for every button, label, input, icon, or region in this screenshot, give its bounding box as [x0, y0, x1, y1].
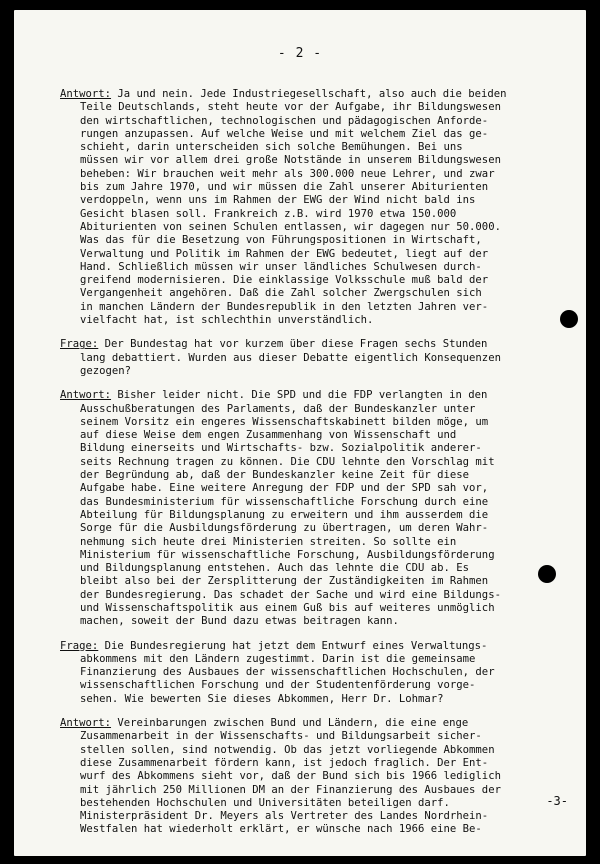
line-text: der Begründung ab, daß der Bundeskanzler keine Zeit für diese	[80, 469, 470, 482]
text-line	[60, 287, 570, 300]
line-text: wissenschaftlichen Forschung und der Studentenförderung vorge-	[80, 679, 476, 692]
qa-paragraph	[60, 338, 570, 378]
line-text: bleibt also bei der Zersplitterung der Zuständigkeiten im Rahmen	[80, 575, 489, 588]
text-line	[60, 469, 570, 482]
text-line	[60, 248, 570, 261]
text-line	[60, 168, 570, 181]
text-line	[60, 88, 570, 101]
text-line	[60, 640, 570, 653]
speaker-label: Antwort:	[60, 389, 112, 402]
text-line	[60, 717, 570, 730]
text-line	[60, 496, 570, 509]
line-text: Sorge für die Ausbildungsförderung zu übertragen, um deren Wahr-	[80, 522, 489, 535]
text-line	[60, 536, 570, 549]
text-line	[60, 589, 570, 602]
text-line	[60, 784, 570, 797]
text-line	[60, 181, 570, 194]
line-text: lang debattiert. Wurden aus dieser Debatte eigentlich Konsequenzen	[80, 351, 501, 364]
line-text: und Wissenschaftspolitik aus einem Guß bis auf weiteres unmöglich	[80, 601, 495, 614]
line-text: gezogen?	[80, 364, 132, 377]
line-text: das Bundesministerium für wissenschaftliche Forschung durch eine	[80, 495, 489, 508]
text-line	[60, 666, 570, 679]
text-line	[60, 575, 570, 588]
text-line	[60, 261, 570, 274]
qa-paragraph	[60, 88, 570, 327]
text-line	[60, 744, 570, 757]
line-text: seits Rechnung tragen zu können. Die CDU lehnte den Vorschlag mit	[80, 455, 495, 468]
text-line	[60, 101, 570, 114]
line-text: müssen wir vor allem drei große Notstände in unserem Bildungswesen	[80, 154, 501, 167]
text-line	[60, 549, 570, 562]
line-text: Ministerium für wissenschaftliche Forschung, Ausbildungsförderung	[80, 548, 495, 561]
line-text: und Bildungsplanung entstehen. Auch das lehnte die CDU ab. Es	[80, 562, 470, 575]
text-line	[60, 314, 570, 327]
text-line	[60, 301, 570, 314]
line-text: Was das für die Besetzung von Führungspositionen in Wirtschaft,	[80, 234, 482, 247]
line-text: sehen. Wie bewerten Sie dieses Abkommen, Herr Dr. Lohmar?	[80, 692, 444, 705]
text-line	[60, 810, 570, 823]
text-line	[60, 154, 570, 167]
line-text: schieht, darin unterscheiden sich solche Bemühungen. Bei uns	[80, 141, 463, 154]
text-line	[60, 757, 570, 770]
line-text: seinem Vorsitz ein engeres Wissenschaftskabinett bilden möge, um	[80, 415, 489, 428]
text-line	[60, 274, 570, 287]
text-line	[60, 128, 570, 141]
text-line	[60, 208, 570, 221]
text-line	[60, 456, 570, 469]
text-line	[60, 522, 570, 535]
line-text: Vergangenheit angehören. Daß die Zahl solcher Zwergschulen sich	[80, 287, 482, 300]
line-text: Vereinbarungen zwischen Bund und Ländern, die eine enge	[117, 717, 469, 730]
line-text: Die Bundesregierung hat jetzt dem Entwurf eines Verwaltungs-	[104, 639, 488, 652]
line-text: greifend modernisieren. Die einklassige Volksschule muß bald der	[80, 274, 489, 287]
line-text: Ja und nein. Jede Industriegesellschaft, also auch die beiden	[117, 88, 507, 100]
text-line	[60, 221, 570, 234]
text-line	[60, 509, 570, 522]
text-line	[60, 797, 570, 810]
line-text: Bisher leider nicht. Die SPD und die FDP verlangten in den	[117, 389, 488, 402]
line-text: Teile Deutschlands, steht heute vor der Aufgabe, ihr Bildungswesen	[80, 101, 501, 114]
line-text: machen, soweit der Bund dazu etwas beitragen kann.	[80, 615, 399, 628]
line-text: Zusammenarbeit in der Wissenschafts- und Bildungsarbeit sicher-	[80, 730, 482, 743]
line-text: Aufgabe habe. Eine weitere Anregung der FDP und der SPD sah vor,	[80, 482, 489, 495]
text-line	[60, 352, 570, 365]
text-line	[60, 562, 570, 575]
line-text: der Bundesregierung. Das schadet der Sache und wird eine Bildungs-	[80, 588, 501, 601]
line-text: Der Bundestag hat vor kurzem über diese Fragen sechs Stunden	[104, 338, 488, 351]
line-text: Westfalen hat wiederholt erklärt, er wünsche nach 1966 eine Be-	[80, 823, 482, 836]
line-text: in manchen Ländern der Bundesrepublik in den letzten Jahren ver-	[80, 300, 489, 313]
line-text: Finanzierung des Ausbaues der wissenschaftlichen Hochschulen, der	[80, 666, 495, 679]
line-text: Verwaltung und Politik im Rahmen der EWG bedeutet, liegt auf der	[80, 247, 489, 260]
punch-hole-icon	[560, 310, 578, 328]
text-line	[60, 141, 570, 154]
line-text: diese Zusammenarbeit fördern kann, ist jedoch fraglich. Der Ent-	[80, 756, 489, 769]
line-text: Gesicht blasen soll. Frankreich z.B. wird 1970 etwa 150.000	[80, 207, 457, 220]
text-line	[60, 403, 570, 416]
line-text: bestehenden Hochschulen und Universitäten beteiligen darf.	[80, 796, 450, 809]
line-text: auf diese Weise dem engen Zusammenhang von Wissenschaft und	[80, 429, 457, 442]
speaker-label: Frage:	[60, 639, 99, 652]
text-line	[60, 482, 570, 495]
qa-paragraph	[60, 717, 570, 837]
text-line	[60, 823, 570, 836]
text-line	[60, 115, 570, 128]
line-text: den wirtschaftlichen, technologischen und pädagogischen Anforde-	[80, 114, 489, 127]
line-text: bis zum Jahre 1970, und wir müssen die Zahl unserer Abiturienten	[80, 181, 489, 194]
text-line	[60, 770, 570, 783]
text-line	[60, 365, 570, 378]
line-text: nehmung sich heute drei Ministerien streiten. So sollte ein	[80, 535, 457, 548]
document-page	[14, 10, 586, 856]
text-line	[60, 730, 570, 743]
continuation-marker: -3-	[546, 794, 568, 808]
line-text: Abiturienten von seinen Schulen entlassen, wir dagegen nur 50.000.	[80, 220, 501, 233]
text-line	[60, 194, 570, 207]
text-line	[60, 416, 570, 429]
punch-hole-icon	[538, 565, 556, 583]
line-text: Ausschußberatungen des Parlaments, daß der Bundeskanzler unter	[80, 402, 476, 415]
qa-paragraph	[60, 389, 570, 628]
text-line	[60, 602, 570, 615]
page-number: - 2 -	[277, 46, 323, 61]
speaker-label: Frage:	[60, 338, 99, 351]
text-line	[60, 389, 570, 402]
speaker-label: Antwort:	[60, 88, 112, 100]
line-text: Ministerpräsident Dr. Meyers als Vertreter des Landes Nordrhein-	[80, 810, 489, 823]
line-text: beheben: Wir brauchen weit mehr als 300.000 neue Lehrer, und zwar	[80, 167, 495, 180]
line-text: Bildung einerseits und Wirtschafts- bzw. Sozialpolitik anderer-	[80, 442, 482, 455]
line-text: stellen sollen, sind notwendig. Ob das jetzt vorliegende Abkommen	[80, 743, 495, 756]
text-line	[60, 693, 570, 706]
line-text: vielfacht hat, ist schlechthin unverständlich.	[80, 314, 374, 327]
line-text: rungen anzupassen. Auf welche Weise und mit welchem Ziel das ge-	[80, 127, 489, 140]
line-text: Abteilung für Bildungsplanung zu erweitern und ihm ausserdem die	[80, 508, 489, 521]
text-line	[60, 234, 570, 247]
text-line	[60, 653, 570, 666]
line-text: Hand. Schließlich müssen wir unser ländliches Schulwesen durch-	[80, 260, 482, 273]
text-line	[60, 442, 570, 455]
qa-paragraph	[60, 640, 570, 706]
line-text: wurf des Abkommens sieht vor, daß der Bund sich bis 1966 lediglich	[80, 770, 501, 783]
line-text: abkommens mit den Ländern zugestimmt. Darin ist die gemeinsame	[80, 652, 476, 665]
text-line	[60, 429, 570, 442]
text-line	[60, 679, 570, 692]
speaker-label: Antwort:	[60, 717, 112, 730]
line-text: verdoppeln, wenn uns im Rahmen der EWG der Wind nicht bald ins	[80, 194, 476, 207]
document-body	[60, 88, 570, 848]
line-text: mit jährlich 250 Millionen DM an der Finanzierung des Ausbaues der	[80, 783, 501, 796]
text-line	[60, 615, 570, 628]
text-line	[60, 338, 570, 351]
